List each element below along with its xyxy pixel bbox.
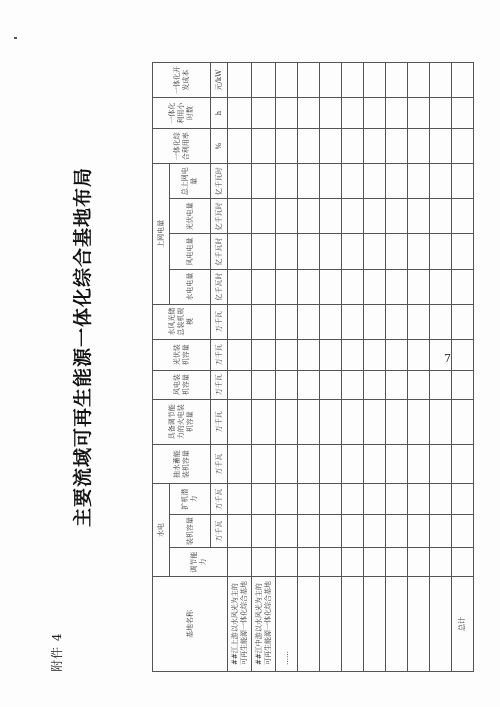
base-name-cell (342, 577, 364, 672)
data-cell (342, 129, 364, 164)
data-cell (320, 98, 342, 129)
data-cell (430, 164, 452, 199)
data-cell (364, 339, 386, 370)
data-cell (298, 164, 320, 199)
header-expandable: 扩机潜力 (170, 484, 211, 515)
data-cell (320, 370, 342, 399)
data-cell (276, 484, 298, 515)
data-cell (298, 234, 320, 269)
page-number: 7 (444, 352, 451, 365)
data-cell (252, 164, 276, 199)
data-cell (252, 269, 276, 304)
data-cell (408, 269, 430, 304)
data-cell (386, 484, 408, 515)
base-name-cell: ##江上游以水风光为主的可再生能源一体化综合基地 (228, 577, 252, 672)
header-solar: 光伏装机容量 (153, 339, 211, 370)
data-cell (386, 129, 408, 164)
data-cell (430, 484, 452, 515)
header-installed: 装机容量 (170, 515, 211, 548)
data-cell (298, 199, 320, 234)
unit-cost: 元/kW (211, 63, 228, 98)
data-cell (298, 484, 320, 515)
data-cell (342, 444, 364, 483)
total-cell (452, 304, 474, 339)
data-cell (430, 304, 452, 339)
data-cell (276, 444, 298, 483)
data-cell (298, 515, 320, 548)
data-cell (228, 164, 252, 199)
data-cell (228, 234, 252, 269)
data-cell (228, 484, 252, 515)
total-cell (452, 444, 474, 483)
unit-total-energy: 亿千瓦时 (211, 164, 228, 199)
base-name-cell (364, 577, 386, 672)
data-cell (252, 339, 276, 370)
unit-solar-energy: 亿千瓦时 (211, 199, 228, 234)
data-cell (342, 63, 364, 98)
header-pumped-storage: 抽水蓄能装机容量 (153, 444, 211, 483)
data-cell (386, 98, 408, 129)
total-label: 总计 (452, 577, 474, 672)
header-hydro-group: 水电 (153, 484, 170, 577)
table-row (252, 63, 276, 672)
data-cell (298, 339, 320, 370)
table-row (276, 63, 298, 672)
header-thermal: 具备调节能力的火电装机容量 (153, 399, 211, 444)
data-cell (342, 304, 364, 339)
data-cell (342, 484, 364, 515)
data-cell (228, 63, 252, 98)
header-hydro-energy: 水电电量 (170, 269, 211, 304)
unit-utilization-hours: h (211, 98, 228, 129)
data-cell (386, 515, 408, 548)
header-wind: 风电装机容量 (153, 370, 211, 399)
data-cell (276, 399, 298, 444)
data-cell (298, 444, 320, 483)
unit-installed: 万千瓦 (211, 515, 228, 548)
data-cell (320, 164, 342, 199)
total-cell (452, 199, 474, 234)
data-cell (430, 444, 452, 483)
data-cell (276, 370, 298, 399)
data-cell (364, 304, 386, 339)
table-body (228, 63, 474, 672)
data-cell (364, 63, 386, 98)
data-cell (342, 548, 364, 577)
data-cell (252, 63, 276, 98)
data-cell (276, 164, 298, 199)
data-cell (252, 199, 276, 234)
base-name-cell (320, 577, 342, 672)
data-cell (430, 399, 452, 444)
data-cell (364, 129, 386, 164)
data-cell (276, 129, 298, 164)
base-name-cell (386, 577, 408, 672)
data-cell (386, 199, 408, 234)
data-cell (320, 234, 342, 269)
data-cell (276, 548, 298, 577)
data-cell (342, 339, 364, 370)
data-cell (228, 339, 252, 370)
data-cell (320, 515, 342, 548)
data-cell (252, 548, 276, 577)
data-cell (320, 548, 342, 577)
base-name-cell (408, 577, 430, 672)
base-name-cell (298, 577, 320, 672)
data-cell (408, 98, 430, 129)
unit-solar: 万千瓦 (211, 339, 228, 370)
data-cell (320, 444, 342, 483)
data-cell (298, 548, 320, 577)
data-cell (364, 444, 386, 483)
data-cell (364, 399, 386, 444)
data-cell (386, 304, 408, 339)
rotated-content (40, 22, 467, 672)
total-cell (452, 63, 474, 98)
table-row (342, 63, 364, 672)
scan-mark (14, 37, 17, 39)
table-row (298, 63, 320, 672)
unit-thermal: 万千瓦 (211, 399, 228, 444)
data-cell (386, 444, 408, 483)
total-cell (452, 129, 474, 164)
base-layout-table (152, 62, 474, 672)
data-cell (298, 63, 320, 98)
data-cell (252, 484, 276, 515)
data-cell (408, 304, 430, 339)
data-cell (228, 444, 252, 483)
document-title: 主要流域可再生能源一体化综合基地布局 (72, 167, 94, 528)
data-cell (408, 234, 430, 269)
header-total-energy: 总上网电量 (170, 164, 211, 199)
table-row (364, 63, 386, 672)
data-cell (228, 304, 252, 339)
base-name-cell: …… (276, 577, 298, 672)
data-cell (408, 548, 430, 577)
data-cell (430, 269, 452, 304)
data-cell (252, 304, 276, 339)
data-cell (298, 370, 320, 399)
data-cell (386, 399, 408, 444)
annex-label: 附件 4 (50, 632, 64, 672)
data-cell (320, 399, 342, 444)
data-cell (364, 548, 386, 577)
data-cell (298, 304, 320, 339)
data-cell (342, 234, 364, 269)
data-cell (342, 164, 364, 199)
data-cell (228, 548, 252, 577)
data-cell (228, 269, 252, 304)
data-cell (364, 484, 386, 515)
data-cell (386, 269, 408, 304)
total-cell (452, 399, 474, 444)
data-cell (386, 63, 408, 98)
total-cell (452, 548, 474, 577)
data-cell (276, 234, 298, 269)
unit-hydro-energy: 亿千瓦时 (211, 269, 228, 304)
total-row (452, 63, 474, 672)
data-cell (298, 98, 320, 129)
data-cell (408, 399, 430, 444)
data-cell (320, 199, 342, 234)
data-cell (408, 164, 430, 199)
data-cell (252, 234, 276, 269)
data-cell (320, 339, 342, 370)
total-cell (452, 164, 474, 199)
data-cell (430, 548, 452, 577)
data-cell (408, 199, 430, 234)
data-cell (252, 98, 276, 129)
data-cell (342, 399, 364, 444)
header-cost: 一体化开发成本 (153, 63, 211, 98)
data-cell (320, 63, 342, 98)
base-name-cell (430, 577, 452, 672)
data-cell (228, 98, 252, 129)
base-name-cell: ##江中游以水风光为主的可再生能源一体化综合基地 (252, 577, 276, 672)
header-solar-energy: 光伏电量 (170, 199, 211, 234)
header-regulation: 调节能力 (170, 548, 228, 577)
data-cell (228, 199, 252, 234)
data-cell (364, 515, 386, 548)
data-cell (252, 370, 276, 399)
data-cell (408, 484, 430, 515)
data-cell (342, 370, 364, 399)
total-cell (452, 269, 474, 304)
data-cell (342, 269, 364, 304)
data-cell (276, 269, 298, 304)
header-grid-group: 上网电量 (153, 164, 170, 304)
data-cell (408, 63, 430, 98)
data-cell (320, 129, 342, 164)
data-cell (430, 129, 452, 164)
data-cell (364, 234, 386, 269)
data-cell (276, 98, 298, 129)
unit-expandable: 万千瓦 (211, 484, 228, 515)
data-cell (408, 339, 430, 370)
data-cell (386, 339, 408, 370)
header-base-name: 基地名称 (153, 577, 228, 672)
data-cell (364, 269, 386, 304)
data-cell (386, 164, 408, 199)
table-row (408, 63, 430, 672)
data-cell (228, 129, 252, 164)
total-cell (452, 370, 474, 399)
data-cell (430, 63, 452, 98)
data-cell (276, 339, 298, 370)
total-cell (452, 234, 474, 269)
total-cell (452, 484, 474, 515)
data-cell (342, 515, 364, 548)
data-cell (430, 234, 452, 269)
unit-utilization-rate: % (211, 129, 228, 164)
data-cell (320, 304, 342, 339)
header-utilization-rate: 一体化综合利用率 (153, 129, 211, 164)
data-cell (386, 548, 408, 577)
data-cell (276, 515, 298, 548)
data-cell (252, 515, 276, 548)
data-cell (430, 98, 452, 129)
data-cell (408, 444, 430, 483)
header-utilization-hours: 一体化利用小时数 (153, 98, 211, 129)
data-cell (364, 370, 386, 399)
table-row (386, 63, 408, 672)
data-cell (252, 129, 276, 164)
data-cell (252, 399, 276, 444)
table-row (320, 63, 342, 672)
data-cell (386, 234, 408, 269)
unit-wind: 万千瓦 (211, 370, 228, 399)
data-cell (364, 199, 386, 234)
total-cell (452, 339, 474, 370)
data-cell (228, 515, 252, 548)
total-cell (452, 515, 474, 548)
data-cell (386, 370, 408, 399)
data-cell (276, 63, 298, 98)
data-cell (252, 444, 276, 483)
data-cell (430, 370, 452, 399)
data-cell (228, 399, 252, 444)
unit-hydro-wind-solar: 万千瓦 (211, 304, 228, 339)
data-cell (430, 515, 452, 548)
data-cell (408, 515, 430, 548)
unit-wind-energy: 亿千瓦时 (211, 234, 228, 269)
data-cell (276, 304, 298, 339)
header-wind-energy: 风电电量 (170, 234, 211, 269)
data-cell (408, 129, 430, 164)
header-hydro-wind-solar: 水风光储总装机规模 (153, 304, 211, 339)
data-cell (298, 399, 320, 444)
data-cell (364, 164, 386, 199)
total-cell (452, 98, 474, 129)
data-cell (298, 129, 320, 164)
data-cell (342, 98, 364, 129)
data-cell (276, 199, 298, 234)
table-row (430, 63, 452, 672)
data-cell (228, 370, 252, 399)
table-row (228, 63, 252, 672)
data-cell (320, 484, 342, 515)
data-cell (298, 269, 320, 304)
unit-pumped-storage: 万千瓦 (211, 444, 228, 483)
data-cell (430, 199, 452, 234)
data-cell (408, 370, 430, 399)
data-cell (364, 98, 386, 129)
data-cell (320, 269, 342, 304)
data-cell (342, 199, 364, 234)
